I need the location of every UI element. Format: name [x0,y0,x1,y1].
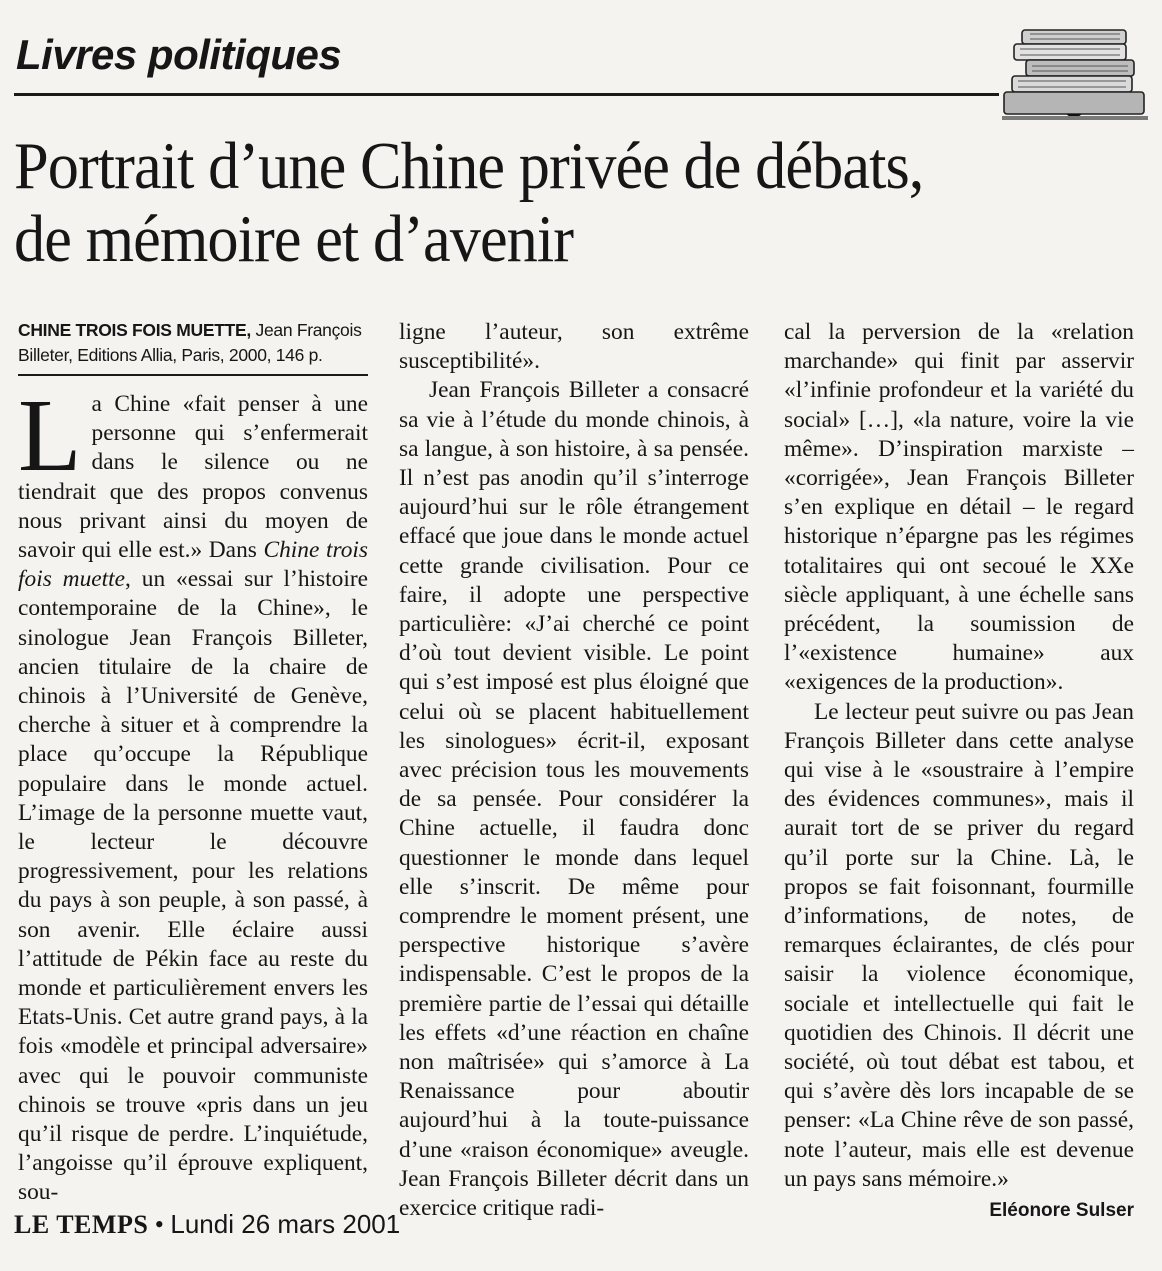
book-title-inline: Chine trois fois muette [18,537,368,593]
article-headline [14,130,1074,276]
headline-line-2: de mémoire et d’avenir [14,202,574,276]
reference-rule [18,374,368,376]
section-rule [14,93,999,96]
page-footer [14,1208,400,1241]
column-3 [784,318,1134,1226]
paragraph-3: Le lecteur peut suivre ou pas Jean François Billeter dans cette analyse qui vise à le «soustraire à l’empire des évidences communes», mais il aurait tort de se priver du regard qu’il porte sur la Chine. Là, le propos se fait foisonnant, fourmille d’informations, de notes, de remarques éclairantes, de clés pour saisir la violence économique, sociale et intellectuelle qui fait le quotidien des Chinois. Il décrit une société, où tout débat est tabou, et qui s’avère dès lors incapable de se penser: «La Chine rêve de son passé, note l’auteur, mais elle est devenue un pays sans mémoire.» [784,698,1134,1192]
drop-cap: L [18,378,82,493]
paragraph-1-continued: ligne l’auteur, son extrême susceptibilité». [399,319,749,375]
author-byline: Eléonore Sulser [989,1200,1134,1222]
column-1 [18,318,368,1208]
publication-date: Lundi 26 mars 2001 [170,1209,401,1239]
paragraph-1-text-a: a Chine «fait penser à une personne qui s’enfermerait dans le silence ou ne tiendrait que des propos convenus nous privant ainsi du moyen de savoir qui elle est.» Dans [18,391,368,564]
newspaper-name: LE TEMPS [14,1210,149,1239]
book-reference-details: Jean François Billeter, Editions Allia, Paris, 2000, 146 p. [18,320,362,365]
column-2 [399,318,749,1223]
stacked-books-icon [1000,20,1150,124]
book-reference-title: CHINE TROIS FOIS MUETTE, [18,320,251,340]
paragraph-1 [18,378,368,1208]
paragraph-1-text-b: , un «essai sur l’histoire contemporaine de la Chine», le sinologue Jean François Billeter, ancien titulaire de la chaire de chinois à l’Université de Genève, cherche à situer et à comprendre la place qu’occupe la République populaire dans le monde actuel. L’image de la personne muette vaut, le lecteur le découvre progressivement, pour les relations du pays à son peuple, à son passé, à son avenir. Elle éclaire aussi l’attitude de Pékin face au reste du monde et particulièrement envers les Etats-Unis. Cet autre grand pays, à la fois «modèle et principal adversaire» avec qui le pouvoir communiste chinois se trouve «pris dans un jeu qu’il risque de perdre. L’inquiétude, l’angoisse qu’il éprouve expliquent, sou- [18,566,368,1206]
book-reference [18,318,368,368]
footer-separator: • [154,1210,164,1239]
section-rubric: Livres politiques [16,31,342,78]
headline-line-1: Portrait d’une Chine privée de débats, [14,129,924,203]
paragraph-2-continued: cal la perversion de la «relation marchande» qui finit par asservir «l’infinie profondeur et la variété du social» […], «la nature, voire la vie même». D’inspiration marxiste – «corrigée», Jean François Billeter s’en explique en détail – le regard historique n’épargne pas les régimes totalitaires qui ont secoué le XXe siècle appliquant, à une échelle sans précédent, la soumission de l’«existence humaine» aux «exigences de la production». [784,319,1134,696]
paragraph-2: Jean François Billeter a consacré sa vie à l’étude du monde chinois, à sa langue, à son histoire, à sa pensée. Il n’est pas anodin qu’il s’interroge aujourd’hui sur le rôle étrangement effacé que joue dans le monde actuel cette grande civilisation. Pour ce faire, il adopte une perspective particulière: «J’ai cherché ce point d’où tout devient visible. Le point qui s’est imposé est plus éloigné que celui où se placent habituellement les sinologues» écrit-il, exposant avec précision tous les mouvements de sa pensée. Pour considérer la Chine actuelle, il faudra donc questionner le monde dans lequel elle s’inscrit. De même pour comprendre le moment présent, une perspective historique s’avère indispensable. C’est le propos de la première partie de l’essai qui détaille les effets «d’une réaction en chaîne non maîtrisée» qui s’amorce à La Renaissance pour aboutir aujourd’hui à la toute-puissance d’une «raison économique» aveugle. Jean François Billeter décrit dans un exercice critique radi- [399,377,749,1222]
